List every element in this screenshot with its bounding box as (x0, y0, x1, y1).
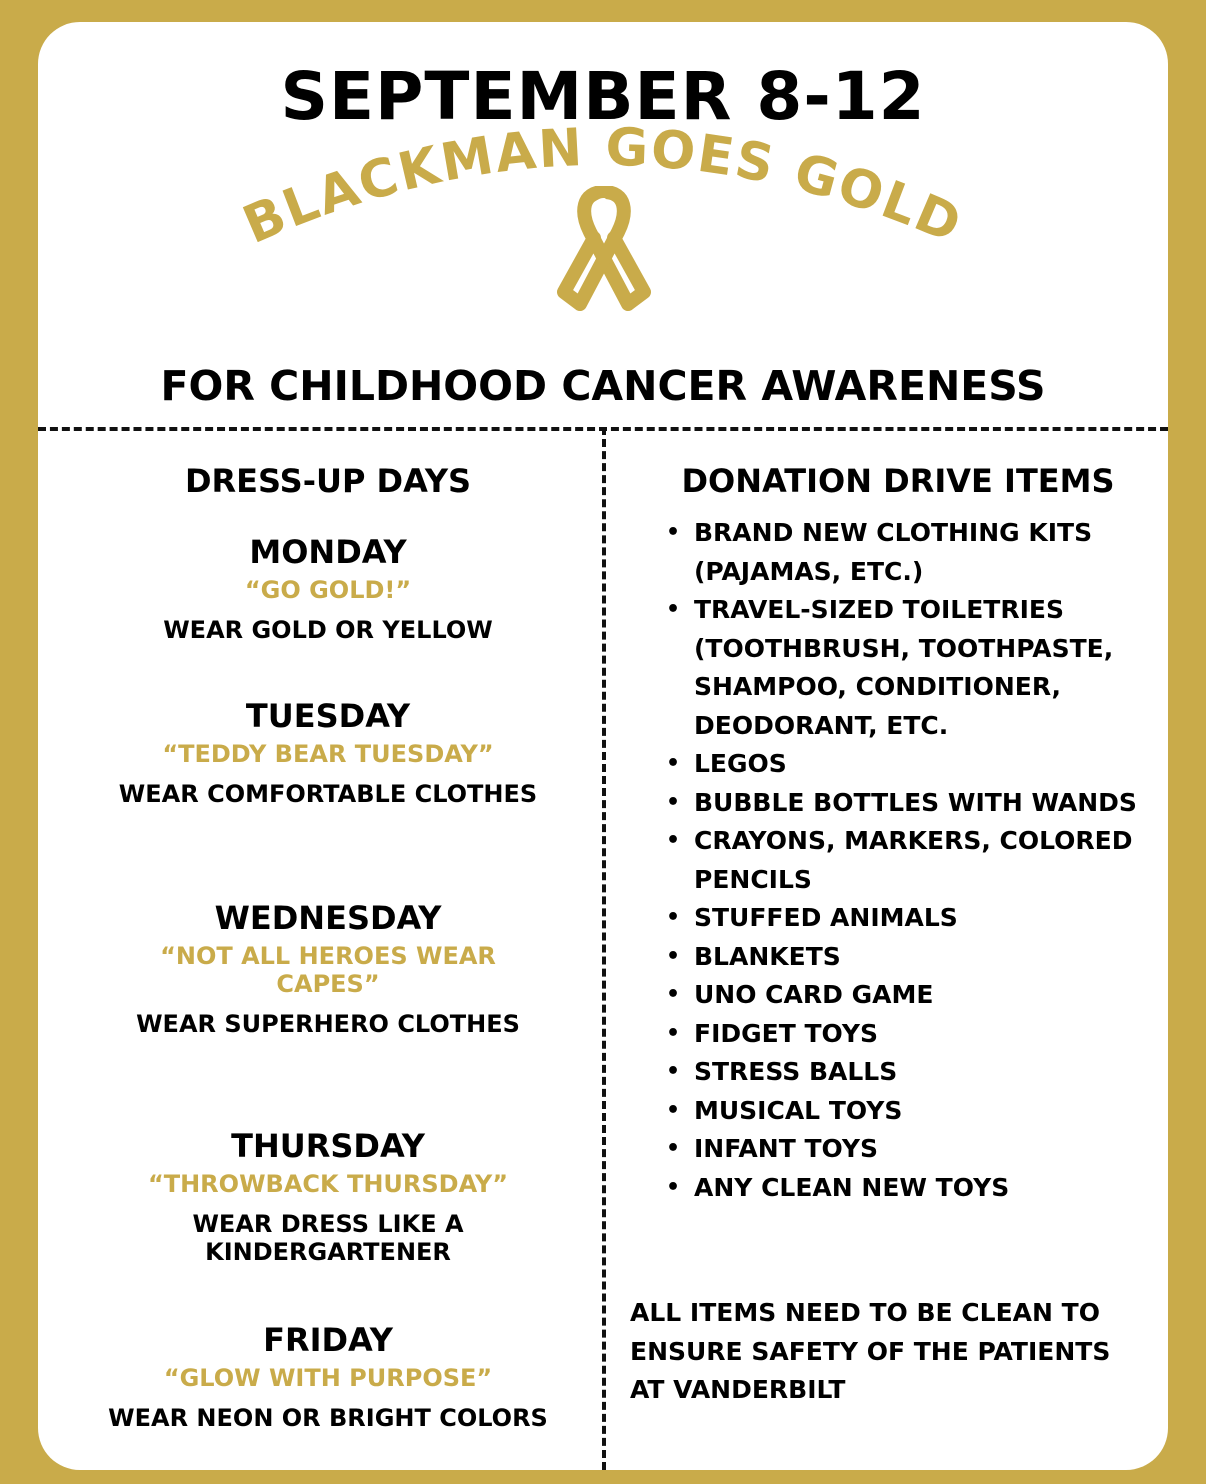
day-name: FRIDAY (263, 1321, 393, 1359)
list-item: • STUFFED ANIMALS (694, 899, 1168, 938)
day-wednesday (128, 898, 528, 1038)
dress-up-heading: DRESS-UP DAYS (184, 462, 472, 500)
day-theme: “GLOW WITH PURPOSE” (163, 1364, 493, 1392)
list-item: • UNO CARD GAME (694, 976, 1168, 1015)
day-thursday (147, 1126, 509, 1266)
list-item: • LEGOS (694, 745, 1168, 784)
donation-heading: DONATION DRIVE ITEMS (681, 462, 1115, 500)
day-theme: “GO GOLD!” (244, 576, 412, 604)
day-name: THURSDAY (231, 1127, 425, 1165)
bullet-icon: • (666, 1059, 681, 1084)
bullet-icon: • (666, 905, 681, 930)
bullet-icon: • (666, 1020, 681, 1046)
list-item: • BUBBLE BOTTLES WITH WANDS (694, 784, 1168, 823)
day-description: WEAR SUPERHERO CLOTHES (136, 1010, 520, 1038)
flyer-card (38, 22, 1168, 1470)
bullet-icon: • (666, 1097, 681, 1123)
day-theme: “THROWBACK THURSDAY” (147, 1170, 509, 1198)
bullet-icon: • (666, 982, 681, 1007)
day-description: WEAR GOLD OR YELLOW (163, 616, 493, 644)
list-item: • FIDGET TOYS (694, 1015, 1168, 1054)
day-tuesday (78, 696, 578, 808)
day-description: WEAR DRESS LIKE A KINDERGARTENER (192, 1210, 464, 1266)
day-theme: “NOT ALL HEROES WEAR CAPES” (160, 942, 496, 998)
gold-ribbon-icon (556, 186, 652, 312)
bullet-icon: • (666, 943, 681, 969)
vertical-divider (602, 427, 606, 1470)
day-name: MONDAY (249, 533, 407, 571)
day-theme: “TEDDY BEAR TUESDAY” (162, 740, 494, 768)
day-name: TUESDAY (245, 697, 411, 735)
list-item: • ANY CLEAN NEW TOYS (694, 1169, 1168, 1208)
date-title: SEPTEMBER 8-12 (280, 58, 926, 135)
bullet-icon: • (666, 1174, 681, 1200)
bullet-icon: • (666, 828, 681, 853)
day-friday (78, 1320, 578, 1432)
list-item: • CRAYONS, MARKERS, COLORED PENCILS (694, 822, 1168, 899)
subtitle: FOR CHILDHOOD CANCER AWARENESS (160, 362, 1046, 410)
day-monday (78, 532, 578, 644)
bullet-icon: • (666, 751, 681, 776)
day-description: WEAR COMFORTABLE CLOTHES (118, 780, 538, 808)
bullet-icon: • (666, 789, 681, 815)
list-item: • BRAND NEW CLOTHING KITS (PAJAMAS, ETC.) (694, 514, 1168, 591)
list-item: • INFANT TOYS (694, 1130, 1168, 1169)
donation-items-list (664, 514, 1168, 1207)
bullet-icon: • (666, 520, 681, 545)
cleanliness-note: ALL ITEMS NEED TO BE CLEAN TO ENSURE SAFETY OF THE PATIENTS AT VANDERBILT (630, 1298, 1111, 1404)
day-name: WEDNESDAY (214, 899, 442, 937)
bullet-icon: • (666, 1136, 681, 1161)
day-description: WEAR NEON OR BRIGHT COLORS (108, 1404, 548, 1432)
list-item: • STRESS BALLS (694, 1053, 1168, 1092)
list-item: • BLANKETS (694, 938, 1168, 977)
list-item: • TRAVEL-SIZED TOILETRIES (TOOTHBRUSH, TOOTHPASTE, SHAMPOO, CONDITIONER, DEODORANT, ETC. (694, 591, 1168, 745)
bullet-icon: • (666, 597, 681, 622)
event-name: BLACKMAN GOES GOLD (234, 122, 972, 242)
list-item: • MUSICAL TOYS (694, 1092, 1168, 1131)
